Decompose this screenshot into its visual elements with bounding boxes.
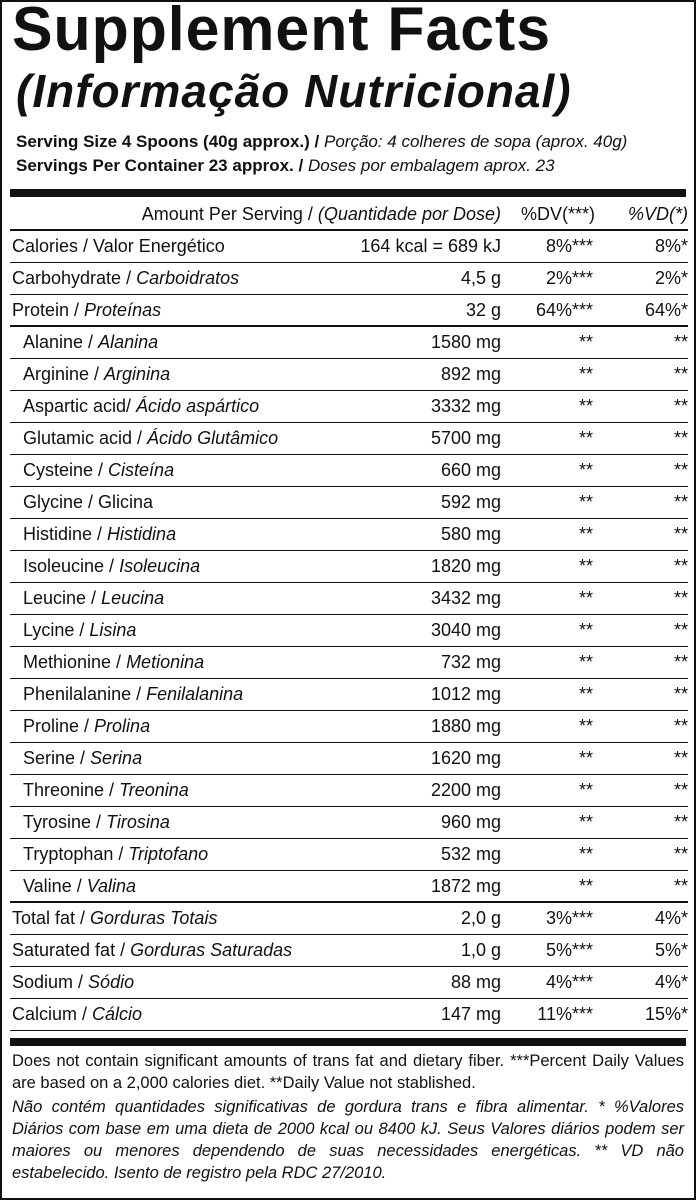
nutrient-dv: ** (511, 615, 601, 647)
nutrient-name-pt: Metionina (126, 652, 205, 672)
nutrient-amount: 3332 mg (301, 391, 511, 423)
nutrient-vd: ** (601, 359, 688, 391)
nutrient-name (10, 935, 301, 967)
nutrient-dv: ** (511, 807, 601, 839)
header-amount-pt: (Quantidade por Dose) (317, 203, 501, 224)
nutrient-dv: 8%*** (511, 231, 601, 263)
nutrient-name (10, 519, 301, 551)
label-subtitle: (Informação Nutricional) (16, 65, 572, 117)
nutrient-name-en: Aspartic acid/ (23, 396, 137, 416)
nutrient-amount: 4,5 g (301, 263, 511, 295)
nutrient-vd: ** (601, 519, 688, 551)
nutrient-dv: 5%*** (511, 935, 601, 967)
nutrient-vd: ** (601, 839, 688, 871)
serving-size-pt: Porção: 4 colheres de sopa (aprox. 40g) (323, 132, 628, 151)
nutrient-name-pt: Prolina (94, 716, 151, 736)
nutrient-name (10, 871, 301, 903)
nutrient-name (10, 359, 301, 391)
header-vd: %VD(*) (601, 199, 688, 231)
nutrient-name-en: Sodium / (12, 972, 89, 992)
nutrient-name (10, 263, 301, 295)
nutrient-name-en: Calories / Valor Energético (12, 236, 225, 256)
nutrient-name (10, 999, 301, 1031)
nutrient-name-pt: Ácido aspártico (136, 396, 260, 416)
nutrient-name-pt: Leucina (101, 588, 165, 608)
nutrient-name-en: Proline / (23, 716, 95, 736)
nutrient-amount: 660 mg (301, 455, 511, 487)
bottom-divider-bar (10, 1038, 686, 1046)
nutrient-dv: ** (511, 743, 601, 775)
nutrient-name-en: Methionine / (23, 652, 127, 672)
nutrient-dv: ** (511, 487, 601, 519)
nutrient-vd: 64%* (601, 295, 688, 327)
servings-per-container-en: Servings Per Container 23 approx. / (16, 156, 304, 175)
nutrient-amount: 1,0 g (301, 935, 511, 967)
nutrient-name-en: Carbohydrate / (12, 268, 137, 288)
nutrient-vd: ** (601, 583, 688, 615)
nutrient-name (10, 295, 301, 327)
nutrient-vd: ** (601, 743, 688, 775)
nutrient-name (10, 455, 301, 487)
nutrient-name-pt: Alanina (98, 332, 159, 352)
nutrient-amount: 592 mg (301, 487, 511, 519)
nutrient-name (10, 487, 301, 519)
nutrient-name-pt: Gorduras Saturadas (130, 940, 293, 960)
nutrient-dv: 3%*** (511, 903, 601, 935)
nutrient-name (10, 967, 301, 999)
nutrient-name-en: Arginine / (23, 364, 105, 384)
nutrient-name-pt: Histidina (107, 524, 177, 544)
nutrient-name-pt: Gorduras Totais (90, 908, 218, 928)
nutrient-vd: ** (601, 679, 688, 711)
nutrient-amount: 960 mg (301, 807, 511, 839)
nutrient-name (10, 647, 301, 679)
nutrient-dv: ** (511, 519, 601, 551)
nutrition-table (10, 199, 686, 1031)
nutrient-name (10, 839, 301, 871)
nutrient-name-pt: Cálcio (92, 1004, 143, 1024)
nutrient-amount: 5700 mg (301, 423, 511, 455)
nutrient-dv: 4%*** (511, 967, 601, 999)
nutrient-dv: ** (511, 551, 601, 583)
nutrient-amount: 1872 mg (301, 871, 511, 903)
nutrient-dv: 11%*** (511, 999, 601, 1031)
nutrient-name-en: Tyrosine / (23, 812, 107, 832)
nutrient-vd: 8%* (601, 231, 688, 263)
nutrient-vd: ** (601, 551, 688, 583)
servings-per-container-line (16, 154, 627, 178)
top-divider-bar (10, 189, 686, 197)
nutrient-vd: ** (601, 327, 688, 359)
header-amount-en: Amount Per Serving / (141, 203, 313, 224)
nutrient-dv: ** (511, 871, 601, 903)
nutrient-name (10, 423, 301, 455)
nutrient-name (10, 775, 301, 807)
header-dv: %DV(***) (511, 199, 601, 231)
nutrient-name-pt: Lisina (89, 620, 137, 640)
header-amount (10, 199, 511, 231)
nutrient-amount: 2,0 g (301, 903, 511, 935)
nutrient-name (10, 743, 301, 775)
nutrient-amount: 580 mg (301, 519, 511, 551)
nutrient-name-en: Leucine / (23, 588, 102, 608)
nutrient-amount: 732 mg (301, 647, 511, 679)
nutrient-name-pt: Fenilalanina (146, 684, 244, 704)
nutrient-dv: ** (511, 839, 601, 871)
nutrient-name-pt: Ácido Glutâmico (147, 428, 279, 448)
nutrient-name (10, 807, 301, 839)
nutrient-name-en: Glutamic acid / (23, 428, 148, 448)
nutrient-amount: 1012 mg (301, 679, 511, 711)
nutrient-name-pt: Treonina (119, 780, 189, 800)
nutrient-name-pt: Triptofano (128, 844, 209, 864)
nutrient-amount: 88 mg (301, 967, 511, 999)
nutrient-name-pt: Arginina (104, 364, 171, 384)
nutrient-name-pt: Isoleucina (119, 556, 201, 576)
nutrient-name (10, 327, 301, 359)
nutrient-name-en: Phenilalanine / (23, 684, 147, 704)
nutrient-name (10, 679, 301, 711)
nutrient-name (10, 231, 301, 263)
footnote (12, 1050, 684, 1184)
nutrient-amount: 532 mg (301, 839, 511, 871)
nutrient-name-en: Histidine / (23, 524, 108, 544)
nutrient-amount: 147 mg (301, 999, 511, 1031)
nutrient-name-en: Isoleucine / (23, 556, 120, 576)
nutrient-amount: 3040 mg (301, 615, 511, 647)
nutrient-dv: 64%*** (511, 295, 601, 327)
nutrient-name-en: Threonine / (23, 780, 120, 800)
nutrient-dv: ** (511, 711, 601, 743)
nutrient-vd: ** (601, 775, 688, 807)
nutrient-vd: ** (601, 647, 688, 679)
nutrient-name-pt: Carboidratos (136, 268, 240, 288)
nutrient-amount: 892 mg (301, 359, 511, 391)
nutrient-vd: ** (601, 615, 688, 647)
nutrient-name-pt: Valina (86, 875, 137, 896)
nutrient-vd: ** (601, 455, 688, 487)
nutrient-name-en: Alanine / (23, 332, 99, 352)
nutrient-name-pt: Tirosina (106, 812, 170, 832)
footnote-en: Does not contain significant amounts of trans fat and dietary fiber. ***Percent Daily Values are based on a 2,000 calories diet. **Daily Value not stablished. (12, 1052, 684, 1092)
nutrient-name (10, 711, 301, 743)
nutrient-vd: ** (601, 807, 688, 839)
nutrient-amount: 32 g (301, 295, 511, 327)
nutrient-name (10, 551, 301, 583)
nutrient-name-en: Cysteine / (23, 460, 109, 480)
nutrient-amount: 3432 mg (301, 583, 511, 615)
nutrient-name (10, 615, 301, 647)
nutrient-name-en: Saturated fat / (12, 940, 131, 960)
nutrient-amount: 2200 mg (301, 775, 511, 807)
nutrient-vd: ** (601, 711, 688, 743)
nutrient-dv: ** (511, 583, 601, 615)
serving-size-line (16, 130, 627, 154)
nutrient-name-pt: Proteínas (84, 299, 162, 320)
nutrient-dv: ** (511, 423, 601, 455)
nutrient-vd: ** (601, 391, 688, 423)
nutrient-dv: ** (511, 455, 601, 487)
nutrient-dv: ** (511, 391, 601, 423)
nutrient-name-en: Calcium / (12, 1004, 93, 1024)
nutrient-name (10, 583, 301, 615)
nutrient-name-pt: Sódio (88, 972, 135, 992)
nutrient-name-en: Total fat / (12, 908, 91, 928)
nutrient-dv: ** (511, 327, 601, 359)
nutrient-dv: ** (511, 679, 601, 711)
nutrient-vd: 4%* (601, 967, 688, 999)
nutrient-vd: ** (601, 423, 688, 455)
nutrient-name-pt: Cisteína (108, 460, 175, 480)
nutrient-name-en: Serine / (23, 748, 91, 768)
nutrient-name-pt: Serina (90, 748, 143, 768)
nutrient-name-en: Lycine / (23, 620, 90, 640)
nutrient-amount: 1820 mg (301, 551, 511, 583)
nutrient-amount: 1580 mg (301, 327, 511, 359)
nutrient-dv: ** (511, 359, 601, 391)
nutrient-amount: 1620 mg (301, 743, 511, 775)
nutrient-vd: 5%* (601, 935, 688, 967)
nutrient-name-en: Valine / (23, 875, 87, 896)
nutrient-dv: ** (511, 775, 601, 807)
nutrient-name-en: Protein / (12, 299, 85, 320)
nutrient-name-en: Glycine / Glicina (23, 492, 154, 512)
nutrient-name (10, 391, 301, 423)
nutrient-vd: ** (601, 487, 688, 519)
label-title: Supplement Facts (12, 0, 551, 64)
nutrient-vd: 2%* (601, 263, 688, 295)
serving-size-en: Serving Size 4 Spoons (40g approx.) / (16, 132, 320, 151)
servings-per-container-pt: Doses por embalagem aprox. 23 (307, 156, 555, 175)
serving-info (16, 130, 627, 178)
nutrient-vd: 15%* (601, 999, 688, 1031)
nutrient-dv: ** (511, 647, 601, 679)
nutrient-vd: ** (601, 871, 688, 903)
nutrient-vd: 4%* (601, 903, 688, 935)
footnote-pt: Não contém quantidades significativas de gordura trans e fibra alimentar. * %Valores Diários com base em uma dieta de 2000 kcal ou 8400 kJ. Seus Valores diários podem ser maiores ou menores dependendo de suas necessidades energéticas. ** VD não estabelecido. Isento de registro pela RDC 27/2010. (12, 1098, 684, 1182)
nutrient-dv: 2%*** (511, 263, 601, 295)
nutrient-amount: 1880 mg (301, 711, 511, 743)
nutrient-amount: 164 kcal = 689 kJ (301, 231, 511, 263)
nutrient-name-en: Tryptophan / (23, 844, 129, 864)
nutrient-name (10, 903, 301, 935)
